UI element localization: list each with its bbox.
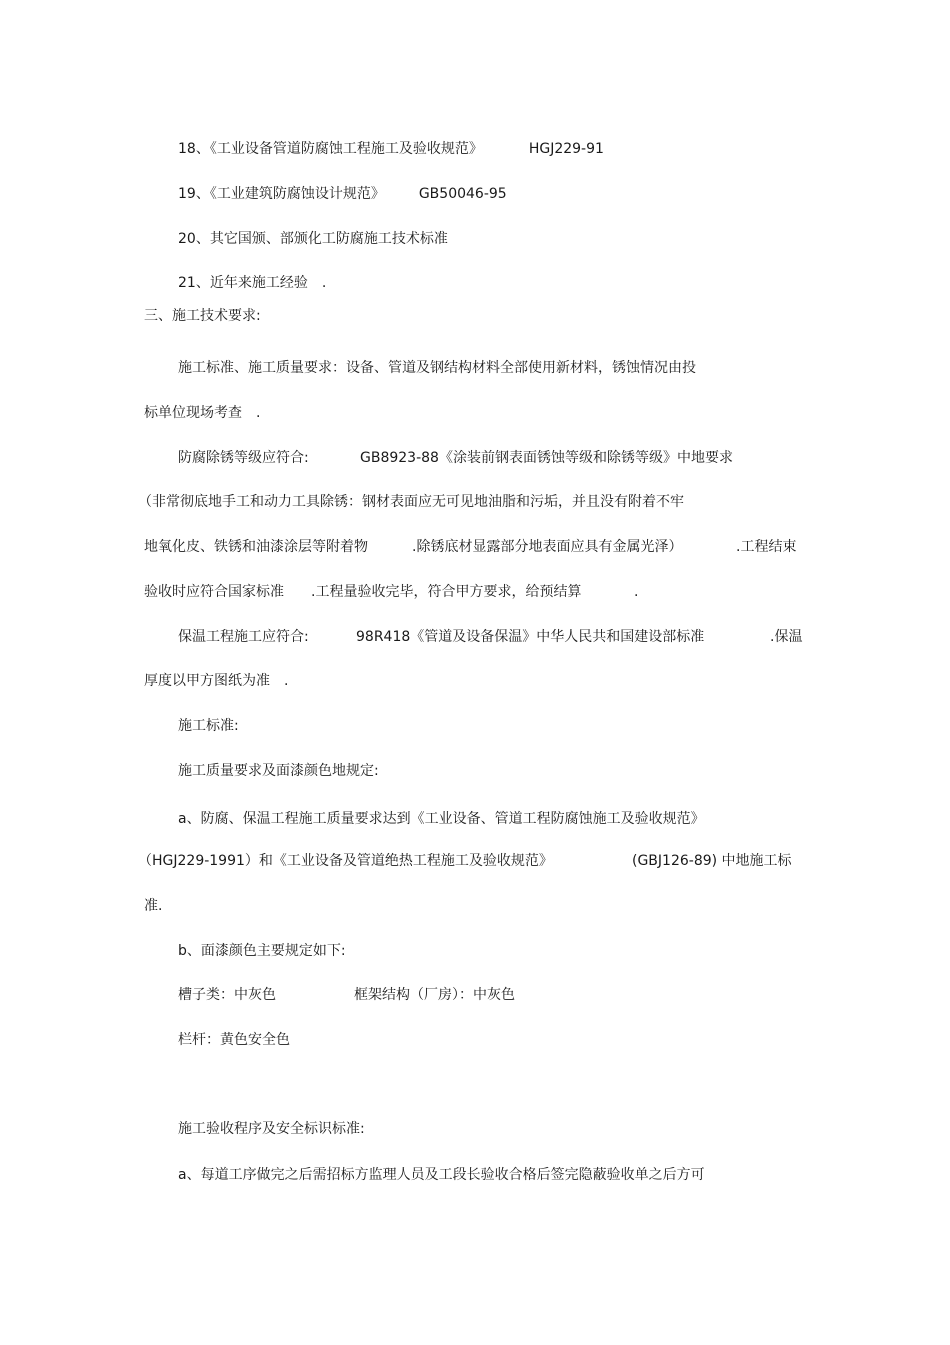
item-a-line2-part2: (GBJ126-89) 中地施工标 (632, 853, 792, 869)
subheading-acceptance: 施工验收程序及安全标识标准: (178, 1121, 365, 1137)
ref-item-21: 21、近年来施工经验 . (178, 275, 327, 291)
ref-18-title: 18、《工业设备管道防腐蚀工程施工及验收规范》 (178, 141, 483, 157)
paragraph-rust-line4 (144, 583, 639, 601)
paragraph-insulation-line2: 厚度以甲方图纸为准 . (144, 673, 289, 689)
item-a-line2-part1: （HGJ229-1991）和《工业设备及管道绝热工程施工及验收规范》 (138, 853, 553, 869)
ref-item-20: 20、其它国颁、部颁化工防腐施工技术标准 (178, 231, 448, 247)
rust-line3-part1: 地氧化皮、铁锈和油漆涂层等附着物 (144, 539, 368, 555)
color-tank: 槽子类：中灰色 (178, 987, 276, 1003)
paragraph-rust-line2: （非常彻底地手工和动力工具除锈：钢材表面应无可见地油脂和污垢，并且没有附着不牢 (138, 494, 684, 510)
rust-line3-part3: .工程结束 (736, 539, 797, 555)
item-a-line3: 准. (144, 898, 163, 914)
rust-line4-part3: . (634, 584, 639, 600)
item-a-line1: a、防腐、保温工程施工质量要求达到《工业设备、管道工程防腐蚀施工及验收规范》 (178, 811, 705, 827)
rust-label: 防腐除锈等级应符合: (178, 450, 309, 466)
rust-standard: GB8923-88《涂装前钢表面锈蚀等级和除锈等级》中地要求 (360, 450, 733, 466)
rust-line4-part1: 验收时应符合国家标准 (144, 584, 284, 600)
item-a-line2 (138, 852, 792, 870)
subheading-standard: 施工标准: (178, 718, 239, 734)
section-heading: 三、施工技术要求: (144, 308, 261, 324)
insulation-tail: .保温 (770, 629, 803, 645)
paragraph-rust-line1 (178, 449, 733, 467)
ref-item-18 (178, 140, 604, 158)
paragraph-insulation-line1 (178, 628, 803, 646)
rust-line4-part2: .工程量验收完毕，符合甲方要求，给预结算 (311, 584, 582, 600)
ref-19-title: 19、《工业建筑防腐蚀设计规范》 (178, 186, 385, 202)
subheading-quality: 施工质量要求及面漆颜色地规定: (178, 763, 379, 779)
ref-item-19 (178, 185, 507, 203)
ref-18-code: HGJ229-91 (528, 141, 604, 157)
paragraph-standard-line1: 施工标准、施工质量要求：设备、管道及钢结构材料全部使用新材料，锈蚀情况由投 (178, 360, 696, 376)
color-row-2: 栏杆：黄色安全色 (178, 1032, 290, 1048)
paragraph-rust-line3 (144, 538, 797, 556)
ref-19-code: GB50046-95 (418, 186, 507, 202)
rust-line3-part2: .除锈底材显露部分地表面应具有金属光泽） (412, 539, 683, 555)
color-row-1 (178, 986, 515, 1004)
item-b: b、面漆颜色主要规定如下: (178, 943, 346, 959)
paragraph-standard-line2: 标单位现场考查 . (144, 405, 261, 421)
item-a-acceptance: a、每道工序做完之后需招标方监理人员及工段长验收合格后签完隐蔽验收单之后方可 (178, 1167, 705, 1183)
insulation-standard: 98R418《管道及设备保温》中华人民共和国建设部标准 (356, 629, 705, 645)
color-frame: 框架结构（厂房）：中灰色 (354, 987, 515, 1003)
insulation-label: 保温工程施工应符合: (178, 629, 309, 645)
